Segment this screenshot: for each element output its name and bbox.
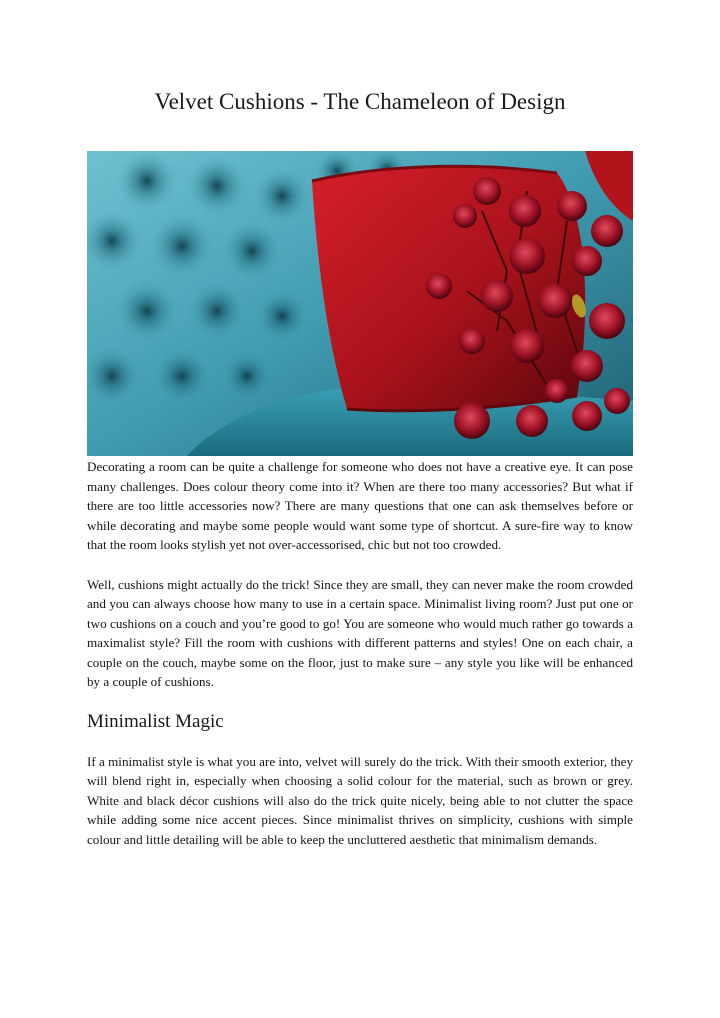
page-title: Velvet Cushions - The Chameleon of Design xyxy=(154,89,566,114)
article-body xyxy=(87,457,633,849)
body-paragraph: Decorating a room can be quite a challenge for someone who does not have a creative eye. It can pose many challenges. Does colour theory come into it? When are there too many accessories? But what if there are too little accessories now? There are many questions that one can ask themselves before or while decorating and maybe some people would want some type of shortcut. A sure-fire way to know that the room looks stylish yet not over-accessorised, chic but not too crowded. xyxy=(87,459,633,552)
velvet-cushion-photo-icon xyxy=(87,151,633,456)
section-heading: Minimalist Magic xyxy=(87,710,224,732)
hero-image xyxy=(87,151,633,456)
body-paragraph: Well, cushions might actually do the trick! Since they are small, they can never make the room crowded and you can always choose how many to use in a certain space. Minimalist living room? Just put one or two cushions on a couch and you’re good to go! You are someone who would much rather go towards a maximalist style? Fill the room with cushions with different patterns and styles! One on each chair, a couple on the couch, maybe some on the floor, just to make sure – any style you like will be enhanced by a couple of cushions. xyxy=(87,576,633,689)
body-paragraph: If a minimalist style is what you are into, velvet will surely do the trick. With their smooth exterior, they will blend right in, especially when choosing a solid colour for the material, such as brown or grey. White and black décor cushions will also do the trick quite nicely, being able to not clutter the space while adding some nice accent pieces. Since minimalist thrives on simplicity, cushions with simple colour and little detailing will be able to keep the uncluttered aesthetic that minimalism demands. xyxy=(87,753,633,847)
